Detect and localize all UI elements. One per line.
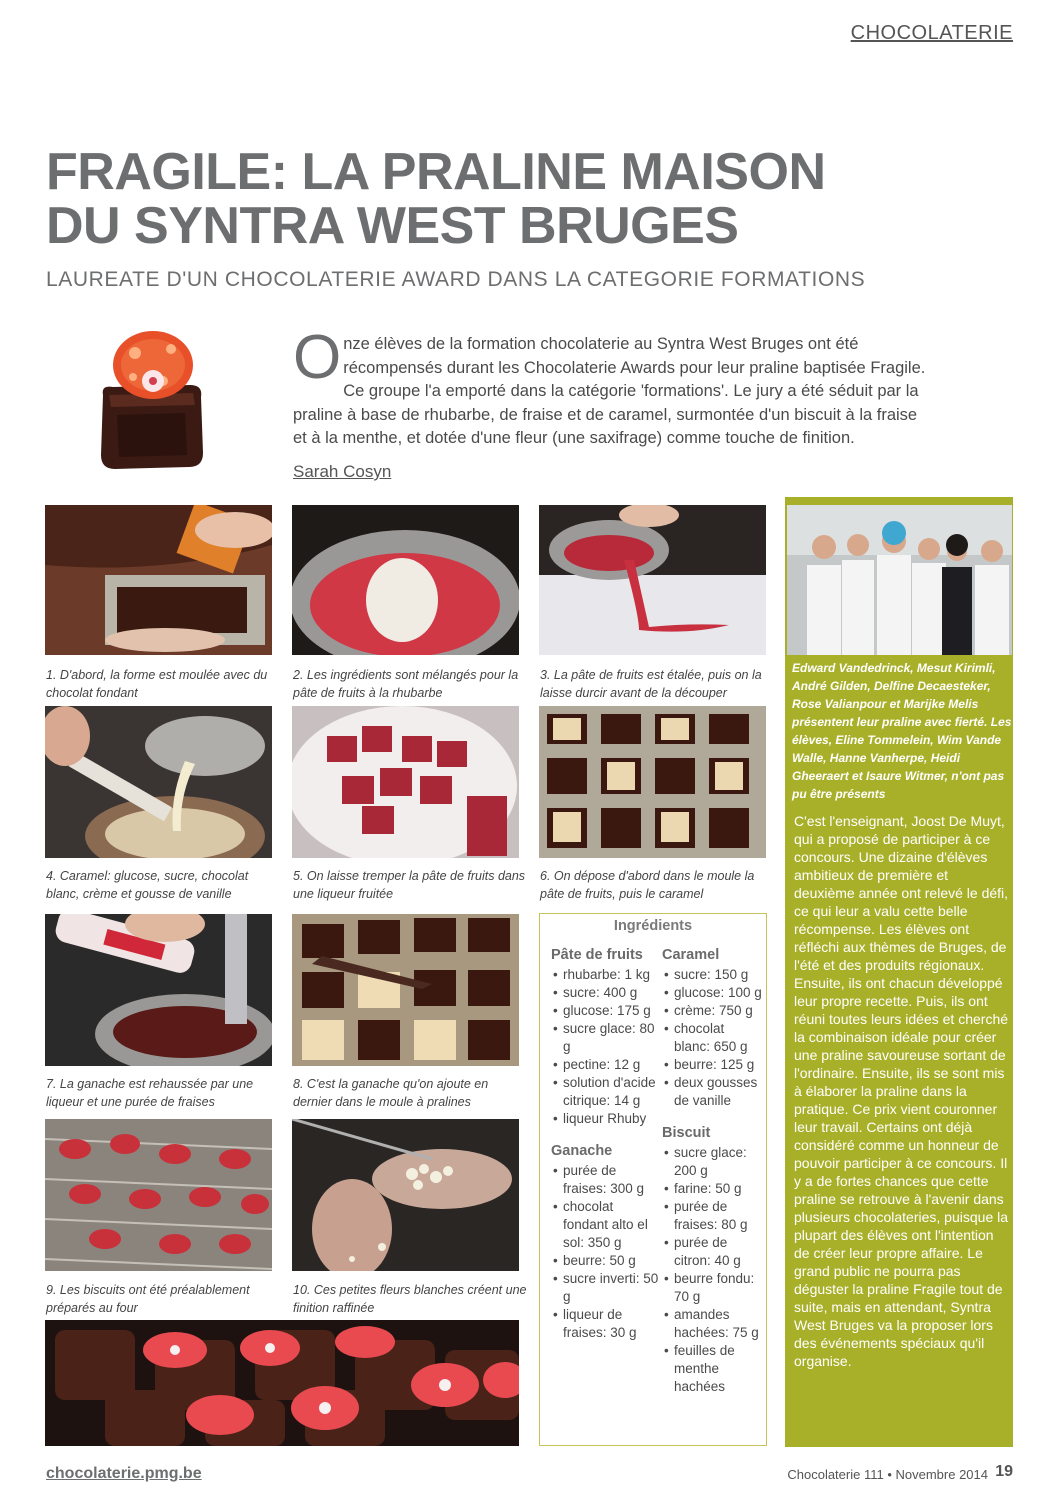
- ingredient-item: • chocolat blanc: 650 g: [662, 1020, 762, 1056]
- title-line-2: DU SYNTRA WEST BRUGES: [46, 197, 739, 255]
- ingredient-item: • sucre: 400 g: [551, 984, 659, 1002]
- ingredient-item: • farine: 50 g: [662, 1180, 762, 1198]
- praline-photo: [95, 325, 210, 475]
- team-photo-caption: Edward Vandedrinck, Mesut Kirimli, André Gilden, Delfine Decaesteker, Rose Valianpour et Marijke Melis présentent leur praline avec fierté. Les élèves, Eline Tommelein, Wim Vande Walle, Hanne Vanherpe, Heidi Gheeraert et Isaure Witmer, n'ont pas pu être présents: [792, 661, 1012, 801]
- ingredient-item: • purée de citron: 40 g: [662, 1234, 762, 1270]
- author-name: Sarah Cosyn: [293, 462, 392, 481]
- ingredient-section-caramel: [662, 946, 762, 1110]
- footer-website-link[interactable]: chocolaterie.pmg.be: [46, 1465, 202, 1482]
- footer-issue-info: Chocolaterie 111 • Novembre 2014: [787, 1467, 988, 1482]
- ingredient-item: • rhubarbe: 1 kg: [551, 966, 659, 984]
- caption-5: 5. On laisse tremper la pâte de fruits dans une liqueur fruitée: [293, 869, 526, 901]
- ingredient-item: • deux gousses de vanille: [662, 1074, 762, 1110]
- article-title: [46, 145, 826, 253]
- ingredient-item: • beurre fondu: 70 g: [662, 1270, 762, 1306]
- step-1-photo: [45, 505, 272, 655]
- step-2-photo: [292, 505, 519, 655]
- caption-2: 2. Les ingrédients sont mélangés pour la pâte de fruits à la rhubarbe: [293, 668, 519, 700]
- caption-6: 6. On dépose d'abord dans le moule la pâte de fruits, puis le caramel: [540, 869, 755, 901]
- title-line-1: FRAGILE: LA PRALINE MAISON: [46, 143, 826, 201]
- caption-1: 1. D'abord, la forme est moulée avec du chocolat fondant: [46, 668, 268, 700]
- step-6-photo: [539, 706, 766, 858]
- ingredients-left-column: [551, 946, 659, 1356]
- ingredient-item: • liqueur de fraises: 30 g: [551, 1306, 659, 1342]
- finished-pralines-photo: [45, 1320, 519, 1446]
- section-tag: CHOCOLATERIE: [850, 22, 1013, 44]
- caption-7: 7. La ganache est rehaussée par une liqueur et une purée de fraises: [46, 1077, 254, 1109]
- step-5-photo: [292, 706, 519, 858]
- step-9-photo: [45, 1119, 272, 1271]
- article-subtitle: LAUREATE D'UN CHOCOLATERIE AWARD DANS LA CATEGORIE FORMATIONS: [46, 268, 866, 291]
- ingredient-item: • feuilles de menthe hachées: [662, 1342, 762, 1396]
- page-number: 19: [995, 1463, 1013, 1480]
- ingredient-item: • purée de fraises: 80 g: [662, 1198, 762, 1234]
- ingredients-title: Ingrédients: [613, 918, 693, 934]
- step-8-photo: [292, 914, 519, 1066]
- section-heading: Ganache: [551, 1143, 613, 1159]
- caption-8: 8. C'est la ganache qu'on ajoute en dernier dans le moule à pralines: [293, 1077, 489, 1109]
- intro-text: nze élèves de la formation chocolaterie au Syntra West Bruges ont été récompensés durant les Chocolaterie Awards pour leur praline baptisée Fragile. Ce groupe l'a emporté dans la catégorie 'formations'. Le jury a été séduit par la praline à base de rhubarbe, de fraise et de caramel, surmontée d'un biscuit à la fraise et à la menthe, et dotée d'une fleur (une saxifrage) comme touche de finition.: [293, 335, 926, 447]
- intro-paragraph: [293, 323, 933, 451]
- ingredient-item: • sucre glace: 80 g: [551, 1020, 659, 1056]
- step-4-photo: [45, 706, 272, 858]
- ingredient-item: • beurre: 125 g: [662, 1056, 762, 1074]
- section-heading: Caramel: [662, 947, 720, 963]
- ingredients-right-column: [662, 946, 762, 1410]
- caption-4: 4. Caramel: glucose, sucre, chocolat blanc, crème et gousse de vanille: [46, 869, 249, 901]
- ingredient-item: • liqueur Rhuby: [551, 1110, 659, 1128]
- ingredient-item: • sucre glace: 200 g: [662, 1144, 762, 1180]
- ingredient-item: • glucose: 175 g: [551, 1002, 659, 1020]
- ingredient-item: • purée de fraises: 300 g: [551, 1162, 659, 1198]
- ingredient-item: • glucose: 100 g: [662, 984, 762, 1002]
- ingredient-item: • amandes hachées: 75 g: [662, 1306, 762, 1342]
- ingredient-item: • solution d'acide citrique: 14 g: [551, 1074, 659, 1110]
- step-7-photo: [45, 914, 272, 1066]
- caption-9: 9. Les biscuits ont été préalablement préparés au four: [46, 1283, 250, 1315]
- ingredient-item: • chocolat fondant alto el sol: 350 g: [551, 1198, 659, 1252]
- ingredient-section-fruit-paste: [551, 946, 659, 1128]
- ingredient-item: • beurre: 50 g: [551, 1252, 659, 1270]
- caption-3: 3. La pâte de fruits est étalée, puis on la laisse durcir avant de la découper: [540, 668, 762, 700]
- ingredient-item: • sucre inverti: 50 g: [551, 1270, 659, 1306]
- sidebar-body-text: C'est l'enseignant, Joost De Muyt, qui a proposé de participer à ce concours. Une dizaine d'élèves ambitieux de première et deuxième année ont relevé le défi, ce qui leur a valu cette belle récompense. Les élèves ont réfléchi aux thèmes de Bruges, de l'été et des produits régionaux. Ensuite, ils ont chacun développé leur propre recette. Puis, ils ont réuni toutes leurs idées et cherché la combinaison idéale pour créer une praline savoureuse sortant de l'ordinaire. Ensuite, ils se sont mis à élaborer la praline dans la pratique. Ce prix vient couronner leur travail. Certains ont déjà considéré comme un honneur de pouvoir participer à ce concours. Il y a de fortes chances que cette praline se retrouve à l'avenir dans plusieurs chocolateries, puisque la plupart des élèves ont l'intention de créer leur propre affaire. Le grand public ne pourra pas déguster la praline Fragile tout de suite, mais en attendant, Syntra West Bruges va la proposer lors des événements spéciaux qu'il organise.: [794, 813, 1009, 1369]
- section-heading: Biscuit: [662, 1125, 711, 1141]
- section-heading: Pâte de fruits: [551, 947, 643, 963]
- ingredient-section-ganache: [551, 1142, 659, 1342]
- step-10-photo: [292, 1119, 519, 1271]
- ingredient-section-biscuit: [662, 1124, 762, 1396]
- caption-10: 10. Ces petites fleurs blanches créent une finition raffinée: [293, 1283, 527, 1315]
- drop-cap: O: [293, 323, 342, 392]
- ingredient-item: • sucre: 150 g: [662, 966, 762, 984]
- ingredient-item: • pectine: 12 g: [551, 1056, 659, 1074]
- team-photo: [787, 505, 1012, 655]
- step-3-photo: [539, 505, 766, 655]
- ingredient-item: • crème: 750 g: [662, 1002, 762, 1020]
